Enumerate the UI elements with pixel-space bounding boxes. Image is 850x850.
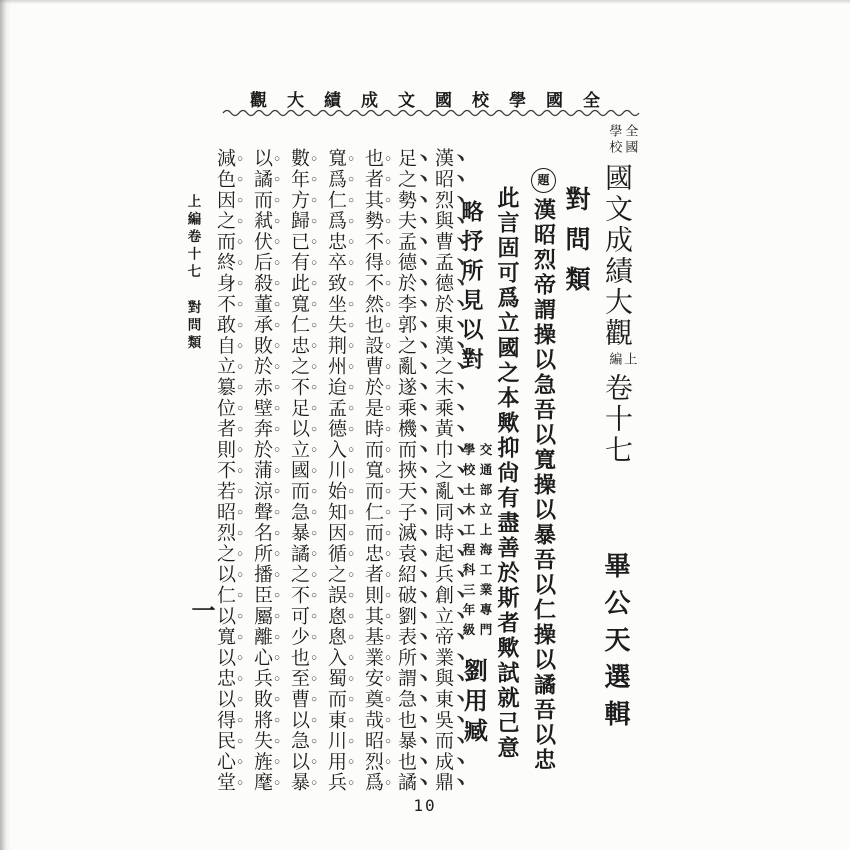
margin-volume-note: 上編卷十七 — [185, 194, 201, 282]
question-column-1 — [531, 168, 556, 773]
folio-number: 一 — [187, 598, 213, 622]
question-column-3: 略抒所見以對 — [459, 200, 484, 377]
title-edition: 上編 — [607, 352, 638, 368]
question-line-1: 漢昭烈帝謂操以急吾以寬操以暴吾以仁操以譎吾以忠 — [531, 198, 557, 773]
author-name: 劉用臧 — [459, 658, 486, 748]
body-column-1: 漢昭烈與曹孟德於東漢之末乘黃巾之亂同時起兵創立帝業與東吳而成鼎 — [432, 148, 453, 793]
category-heading: 對問類 — [562, 186, 589, 306]
wavy-divider — [221, 107, 647, 117]
question-column-2: 此言固可爲立國之本歟抑尙有盡善於斯者歟試就己意 — [495, 186, 520, 761]
body-column-2: 足之勢夫孟德於李郭之亂遂乘機而挾天子滅袁紹破劉表所謂急也暴也譎 — [395, 148, 416, 793]
body-column-3: 也者其勢不得不然也設曹於是時而寬而仁而忠者則其基業安奠哉昭烈爲 — [362, 148, 383, 793]
title-prefix: 全國學校 — [607, 124, 639, 156]
question-number-badge: 題 — [531, 168, 556, 193]
margin-note — [186, 194, 200, 352]
body-column-5: 數年方歸已有此寬仁忠之不足以立國而急暴譎之不可少也至曹以急以暴 — [288, 148, 309, 793]
body-column-6: 以譎而弒伏后殺董承敗於赤壁奔於蒲涼聲名所播臣屬離心兵敗將失旌麾 — [251, 148, 272, 793]
title-main: 國文成績大觀 — [601, 163, 632, 349]
school-line-1: 交通部立上海工業專門 — [478, 443, 492, 643]
editor-name: 畢公天選輯 — [601, 552, 630, 737]
margin-category-note: 對問類 — [185, 299, 201, 352]
scan-edge-shadow-left — [0, 0, 11, 850]
body-column-7: 減色因之而終身不敢自立簒位者則不若昭烈之以仁以寬以忠以得民心堂 — [214, 148, 235, 793]
title-volume: 卷十七 — [601, 373, 632, 466]
scan-edge-shadow-top — [0, 0, 850, 4]
running-header: 觀大績成文國校學國全 — [250, 91, 620, 110]
page-number: 10 — [413, 796, 437, 815]
body-column-4: 寬爲仁爲忠卒致坐失荆州迨孟德入川始知因循之誤悤悤入蜀而東川用兵 — [325, 148, 346, 793]
school-line-2: 學校土木工程科三年級 — [461, 443, 475, 643]
